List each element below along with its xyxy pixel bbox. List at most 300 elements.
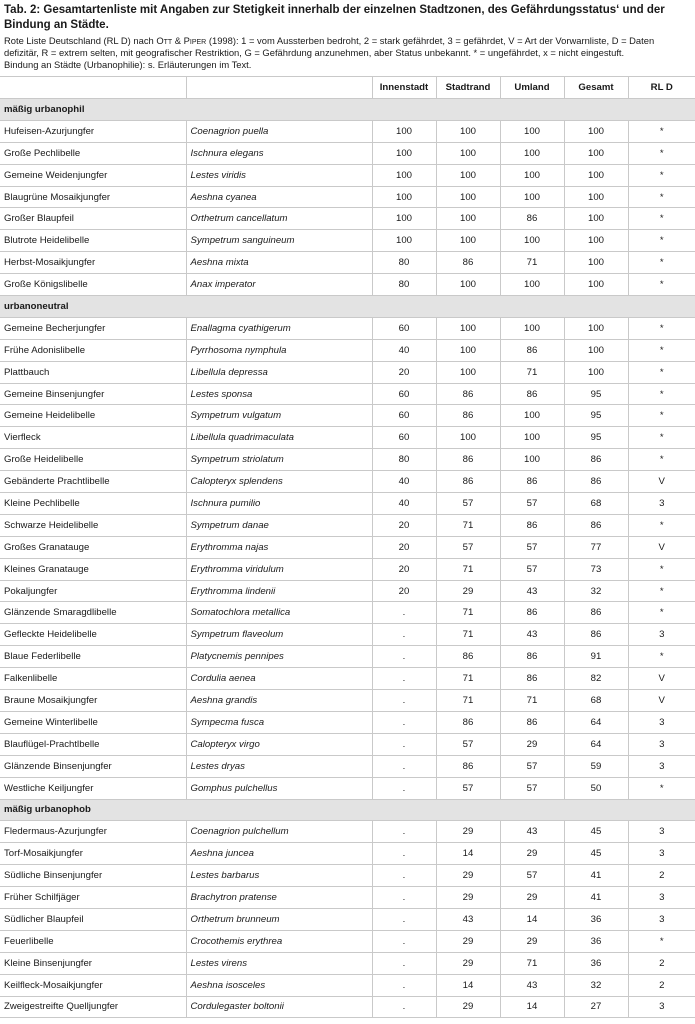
cell-rl-d: 3 xyxy=(628,821,695,843)
cell-stadtrand: 57 xyxy=(436,777,500,799)
species-german-name: Vierfleck xyxy=(0,427,186,449)
cell-gesamt: 41 xyxy=(564,887,628,909)
species-latin-name: Ischnura elegans xyxy=(186,142,372,164)
table-row xyxy=(0,690,695,712)
cell-rl-d: V xyxy=(628,690,695,712)
table-row xyxy=(0,164,695,186)
cell-rl-d: * xyxy=(628,602,695,624)
species-german-name: Südliche Binsenjungfer xyxy=(0,865,186,887)
cell-umland: 57 xyxy=(500,558,564,580)
species-latin-name: Erythromma viridulum xyxy=(186,558,372,580)
cell-umland: 100 xyxy=(500,120,564,142)
cell-rl-d: * xyxy=(628,514,695,536)
cell-innenstadt: . xyxy=(372,624,436,646)
cell-innenstadt: . xyxy=(372,755,436,777)
cell-innenstadt: . xyxy=(372,974,436,996)
species-german-name: Glänzende Binsenjungfer xyxy=(0,755,186,777)
species-german-name: Pokaljungfer xyxy=(0,580,186,602)
species-latin-name: Pyrrhosoma nymphula xyxy=(186,339,372,361)
species-german-name: Gemeine Heidelibelle xyxy=(0,405,186,427)
species-latin-name: Lestes dryas xyxy=(186,755,372,777)
cell-rl-d: 3 xyxy=(628,843,695,865)
species-latin-name: Erythromma lindenii xyxy=(186,580,372,602)
cell-stadtrand: 71 xyxy=(436,602,500,624)
table-row xyxy=(0,514,695,536)
cell-gesamt: 45 xyxy=(564,821,628,843)
cell-innenstadt: 20 xyxy=(372,514,436,536)
cell-stadtrand: 71 xyxy=(436,514,500,536)
cell-umland: 100 xyxy=(500,405,564,427)
table-header-row xyxy=(0,77,695,99)
species-latin-name: Coenagrion puella xyxy=(186,120,372,142)
cell-innenstadt: 20 xyxy=(372,580,436,602)
cell-umland: 57 xyxy=(500,777,564,799)
cell-rl-d: 3 xyxy=(628,887,695,909)
species-german-name: Frühe Adonislibelle xyxy=(0,339,186,361)
cell-umland: 14 xyxy=(500,908,564,930)
cell-rl-d: * xyxy=(628,427,695,449)
cell-gesamt: 91 xyxy=(564,646,628,668)
cell-gesamt: 100 xyxy=(564,230,628,252)
cell-stadtrand: 29 xyxy=(436,887,500,909)
species-latin-name: Aeshna grandis xyxy=(186,690,372,712)
species-german-name: Herbst-Mosaikjungfer xyxy=(0,252,186,274)
cell-gesamt: 95 xyxy=(564,405,628,427)
species-german-name: Plattbauch xyxy=(0,361,186,383)
header-rl-d: RL D xyxy=(628,77,695,99)
table-row xyxy=(0,339,695,361)
cell-stadtrand: 71 xyxy=(436,690,500,712)
cell-stadtrand: 57 xyxy=(436,536,500,558)
cell-gesamt: 32 xyxy=(564,580,628,602)
species-latin-name: Orthetrum cancellatum xyxy=(186,208,372,230)
species-german-name: Zweigestreifte Quelljungfer xyxy=(0,996,186,1018)
cell-rl-d: * xyxy=(628,449,695,471)
species-german-name: Südlicher Blaupfeil xyxy=(0,908,186,930)
cell-innenstadt: 100 xyxy=(372,208,436,230)
table-row xyxy=(0,558,695,580)
table-legend xyxy=(4,35,691,72)
table-row xyxy=(0,887,695,909)
species-german-name: Blauflügel-Prachtlbelle xyxy=(0,733,186,755)
cell-umland: 14 xyxy=(500,996,564,1018)
species-latin-name: Sympetrum striolatum xyxy=(186,449,372,471)
cell-stadtrand: 71 xyxy=(436,558,500,580)
cell-stadtrand: 43 xyxy=(436,908,500,930)
cell-stadtrand: 86 xyxy=(436,252,500,274)
species-latin-name: Calopteryx virgo xyxy=(186,733,372,755)
cell-umland: 71 xyxy=(500,252,564,274)
cell-gesamt: 36 xyxy=(564,930,628,952)
cell-gesamt: 100 xyxy=(564,120,628,142)
cell-rl-d: * xyxy=(628,120,695,142)
species-german-name: Hufeisen-Azurjungfer xyxy=(0,120,186,142)
cell-gesamt: 64 xyxy=(564,733,628,755)
species-german-name: Kleines Granatauge xyxy=(0,558,186,580)
table-row xyxy=(0,843,695,865)
species-latin-name: Aeshna mixta xyxy=(186,252,372,274)
cell-rl-d: * xyxy=(628,361,695,383)
species-latin-name: Anax imperator xyxy=(186,274,372,296)
table-row xyxy=(0,646,695,668)
table-row xyxy=(0,908,695,930)
cell-rl-d: * xyxy=(628,274,695,296)
cell-gesamt: 100 xyxy=(564,252,628,274)
cell-stadtrand: 86 xyxy=(436,711,500,733)
species-german-name: Blaue Federlibelle xyxy=(0,646,186,668)
cell-umland: 57 xyxy=(500,865,564,887)
cell-innenstadt: 100 xyxy=(372,142,436,164)
legend-urbanophilie-note: Bindung an Städte (Urbanophilie): s. Erläuterungen im Text. xyxy=(4,59,252,71)
species-latin-name: Calopteryx splendens xyxy=(186,471,372,493)
species-german-name: Westliche Keiljungfer xyxy=(0,777,186,799)
cell-innenstadt: 100 xyxy=(372,164,436,186)
species-latin-name: Aeshna cyanea xyxy=(186,186,372,208)
cell-innenstadt: . xyxy=(372,821,436,843)
cell-gesamt: 100 xyxy=(564,186,628,208)
species-latin-name: Crocothemis erythrea xyxy=(186,930,372,952)
cell-umland: 86 xyxy=(500,208,564,230)
cell-rl-d: * xyxy=(628,930,695,952)
cell-gesamt: 86 xyxy=(564,471,628,493)
table-row xyxy=(0,208,695,230)
cell-innenstadt: . xyxy=(372,887,436,909)
cell-stadtrand: 100 xyxy=(436,339,500,361)
cell-gesamt: 100 xyxy=(564,208,628,230)
table-row xyxy=(0,668,695,690)
cell-umland: 86 xyxy=(500,471,564,493)
cell-innenstadt: . xyxy=(372,952,436,974)
table-row xyxy=(0,755,695,777)
cell-rl-d: 3 xyxy=(628,733,695,755)
cell-umland: 57 xyxy=(500,536,564,558)
cell-gesamt: 100 xyxy=(564,361,628,383)
table-row xyxy=(0,230,695,252)
table-row xyxy=(0,930,695,952)
cell-stadtrand: 86 xyxy=(436,405,500,427)
cell-stadtrand: 100 xyxy=(436,427,500,449)
table-row xyxy=(0,471,695,493)
cell-rl-d: V xyxy=(628,536,695,558)
cell-stadtrand: 100 xyxy=(436,208,500,230)
cell-innenstadt: 100 xyxy=(372,230,436,252)
cell-gesamt: 100 xyxy=(564,142,628,164)
cell-gesamt: 36 xyxy=(564,908,628,930)
header-innenstadt: Innenstadt xyxy=(372,77,436,99)
species-latin-name: Libellula quadrimaculata xyxy=(186,427,372,449)
table-row xyxy=(0,383,695,405)
header-gesamt: Gesamt xyxy=(564,77,628,99)
cell-gesamt: 86 xyxy=(564,514,628,536)
cell-stadtrand: 14 xyxy=(436,974,500,996)
table-row xyxy=(0,405,695,427)
cell-gesamt: 64 xyxy=(564,711,628,733)
cell-gesamt: 50 xyxy=(564,777,628,799)
cell-umland: 57 xyxy=(500,493,564,515)
cell-gesamt: 36 xyxy=(564,952,628,974)
cell-stadtrand: 100 xyxy=(436,230,500,252)
cell-innenstadt: . xyxy=(372,711,436,733)
cell-umland: 57 xyxy=(500,755,564,777)
cell-umland: 86 xyxy=(500,711,564,733)
cell-umland: 86 xyxy=(500,383,564,405)
cell-rl-d: 3 xyxy=(628,493,695,515)
cell-innenstadt: . xyxy=(372,646,436,668)
section-title: mäßig urbanophil xyxy=(0,99,695,121)
species-german-name: Große Heidelibelle xyxy=(0,449,186,471)
cell-stadtrand: 100 xyxy=(436,164,500,186)
species-latin-name: Erythromma najas xyxy=(186,536,372,558)
species-latin-name: Sympetrum danae xyxy=(186,514,372,536)
table-row xyxy=(0,449,695,471)
cell-stadtrand: 57 xyxy=(436,493,500,515)
cell-innenstadt: 40 xyxy=(372,339,436,361)
cell-stadtrand: 100 xyxy=(436,274,500,296)
species-latin-name: Libellula depressa xyxy=(186,361,372,383)
cell-stadtrand: 29 xyxy=(436,821,500,843)
cell-innenstadt: . xyxy=(372,690,436,712)
cell-stadtrand: 86 xyxy=(436,471,500,493)
section-title: urbanoneutral xyxy=(0,296,695,318)
table-row xyxy=(0,427,695,449)
cell-umland: 71 xyxy=(500,361,564,383)
cell-gesamt: 100 xyxy=(564,164,628,186)
cell-stadtrand: 100 xyxy=(436,317,500,339)
species-latin-name: Aeshna juncea xyxy=(186,843,372,865)
table-row xyxy=(0,974,695,996)
table-row xyxy=(0,865,695,887)
cell-gesamt: 95 xyxy=(564,383,628,405)
table-row xyxy=(0,274,695,296)
species-german-name: Gemeine Binsenjungfer xyxy=(0,383,186,405)
cell-rl-d: * xyxy=(628,580,695,602)
cell-gesamt: 86 xyxy=(564,624,628,646)
species-german-name: Großer Blaupfeil xyxy=(0,208,186,230)
cell-innenstadt: . xyxy=(372,930,436,952)
cell-innenstadt: 100 xyxy=(372,120,436,142)
header-stadtrand: Stadtrand xyxy=(436,77,500,99)
section-title: mäßig urbanophob xyxy=(0,799,695,821)
cell-umland: 100 xyxy=(500,142,564,164)
cell-rl-d: 3 xyxy=(628,908,695,930)
table-row xyxy=(0,624,695,646)
cell-innenstadt: 20 xyxy=(372,536,436,558)
species-german-name: Blaugrüne Mosaikjungfer xyxy=(0,186,186,208)
species-german-name: Großes Granatauge xyxy=(0,536,186,558)
legend-text-start: Rote Liste Deutschland (RL D) nach xyxy=(4,35,157,46)
cell-gesamt: 59 xyxy=(564,755,628,777)
cell-stadtrand: 57 xyxy=(436,733,500,755)
cell-stadtrand: 29 xyxy=(436,996,500,1018)
cell-stadtrand: 29 xyxy=(436,930,500,952)
legend-text-rest: (1998): 1 = vom Aussterben bedroht, 2 = stark gefährdet, 3 = gefährdet, V = Art der Vorwarnliste, D = Daten defizitär, R = extrem selten, mit geografischer Restriktion, G = Gefährdung anzunehmen, aber Status unbekannt. * = ungefährdet, x = nicht eingestuft. xyxy=(4,35,655,59)
cell-innenstadt: 40 xyxy=(372,493,436,515)
cell-gesamt: 100 xyxy=(564,274,628,296)
species-german-name: Kleine Pechlibelle xyxy=(0,493,186,515)
cell-umland: 100 xyxy=(500,449,564,471)
species-german-name: Früher Schilfjäger xyxy=(0,887,186,909)
species-latin-name: Lestes barbarus xyxy=(186,865,372,887)
cell-rl-d: * xyxy=(628,317,695,339)
species-latin-name: Sympetrum flaveolum xyxy=(186,624,372,646)
cell-rl-d: * xyxy=(628,646,695,668)
cell-stadtrand: 29 xyxy=(436,580,500,602)
species-german-name: Falkenlibelle xyxy=(0,668,186,690)
section-row xyxy=(0,799,695,821)
species-german-name: Schwarze Heidelibelle xyxy=(0,514,186,536)
species-latin-name: Lestes virens xyxy=(186,952,372,974)
species-latin-name: Coenagrion pulchellum xyxy=(186,821,372,843)
table-row xyxy=(0,536,695,558)
cell-stadtrand: 100 xyxy=(436,142,500,164)
species-german-name: Gemeine Weidenjungfer xyxy=(0,164,186,186)
table-row xyxy=(0,733,695,755)
cell-gesamt: 41 xyxy=(564,865,628,887)
cell-innenstadt: 80 xyxy=(372,449,436,471)
cell-umland: 86 xyxy=(500,668,564,690)
cell-gesamt: 95 xyxy=(564,427,628,449)
cell-rl-d: 2 xyxy=(628,865,695,887)
cell-rl-d: * xyxy=(628,142,695,164)
species-german-name: Fledermaus-Azurjungfer xyxy=(0,821,186,843)
cell-gesamt: 77 xyxy=(564,536,628,558)
cell-umland: 86 xyxy=(500,514,564,536)
cell-stadtrand: 100 xyxy=(436,361,500,383)
cell-umland: 86 xyxy=(500,646,564,668)
cell-innenstadt: 80 xyxy=(372,252,436,274)
species-german-name: Große Königslibelle xyxy=(0,274,186,296)
cell-gesamt: 45 xyxy=(564,843,628,865)
cell-innenstadt: 60 xyxy=(372,427,436,449)
species-latin-name: Orthetrum brunneum xyxy=(186,908,372,930)
cell-innenstadt: . xyxy=(372,865,436,887)
cell-rl-d: 3 xyxy=(628,996,695,1018)
cell-gesamt: 68 xyxy=(564,690,628,712)
cell-umland: 43 xyxy=(500,821,564,843)
cell-rl-d: 3 xyxy=(628,624,695,646)
cell-stadtrand: 86 xyxy=(436,383,500,405)
cell-rl-d: V xyxy=(628,471,695,493)
cell-rl-d: 2 xyxy=(628,952,695,974)
cell-gesamt: 100 xyxy=(564,317,628,339)
cell-rl-d: * xyxy=(628,405,695,427)
cell-gesamt: 32 xyxy=(564,974,628,996)
cell-innenstadt: . xyxy=(372,843,436,865)
cell-rl-d: * xyxy=(628,164,695,186)
table-row xyxy=(0,186,695,208)
cell-innenstadt: 100 xyxy=(372,186,436,208)
cell-umland: 100 xyxy=(500,230,564,252)
table-row xyxy=(0,580,695,602)
cell-umland: 43 xyxy=(500,624,564,646)
cell-umland: 86 xyxy=(500,339,564,361)
species-table xyxy=(0,76,695,1018)
species-german-name: Keilfleck-Mosaikjungfer xyxy=(0,974,186,996)
cell-umland: 29 xyxy=(500,930,564,952)
cell-umland: 43 xyxy=(500,974,564,996)
cell-umland: 29 xyxy=(500,843,564,865)
table-row xyxy=(0,996,695,1018)
species-german-name: Große Pechlibelle xyxy=(0,142,186,164)
cell-innenstadt: . xyxy=(372,996,436,1018)
cell-rl-d: * xyxy=(628,383,695,405)
table-row xyxy=(0,361,695,383)
cell-innenstadt: 20 xyxy=(372,558,436,580)
cell-innenstadt: 60 xyxy=(372,317,436,339)
cell-umland: 29 xyxy=(500,887,564,909)
header-cell xyxy=(0,77,186,99)
cell-gesamt: 86 xyxy=(564,602,628,624)
species-latin-name: Enallagma cyathigerum xyxy=(186,317,372,339)
cell-innenstadt: 60 xyxy=(372,405,436,427)
cell-umland: 100 xyxy=(500,427,564,449)
species-german-name: Glänzende Smaragdlibelle xyxy=(0,602,186,624)
cell-stadtrand: 29 xyxy=(436,865,500,887)
table-caption xyxy=(0,0,695,72)
cell-umland: 43 xyxy=(500,580,564,602)
cell-gesamt: 68 xyxy=(564,493,628,515)
table-row xyxy=(0,711,695,733)
cell-innenstadt: . xyxy=(372,777,436,799)
cell-rl-d: * xyxy=(628,208,695,230)
cell-umland: 100 xyxy=(500,274,564,296)
species-latin-name: Brachytron pratense xyxy=(186,887,372,909)
table-row xyxy=(0,493,695,515)
cell-gesamt: 82 xyxy=(564,668,628,690)
table-row xyxy=(0,142,695,164)
table-body xyxy=(0,99,695,1018)
cell-rl-d: * xyxy=(628,230,695,252)
cell-umland: 100 xyxy=(500,164,564,186)
cell-gesamt: 27 xyxy=(564,996,628,1018)
species-german-name: Torf-Mosaikjungfer xyxy=(0,843,186,865)
species-latin-name: Somatochlora metallica xyxy=(186,602,372,624)
cell-innenstadt: 20 xyxy=(372,361,436,383)
cell-rl-d: 3 xyxy=(628,711,695,733)
cell-stadtrand: 100 xyxy=(436,120,500,142)
species-latin-name: Aeshna isosceles xyxy=(186,974,372,996)
species-latin-name: Gomphus pulchellus xyxy=(186,777,372,799)
species-latin-name: Cordulia aenea xyxy=(186,668,372,690)
species-latin-name: Sympetrum sanguineum xyxy=(186,230,372,252)
species-latin-name: Cordulegaster boltonii xyxy=(186,996,372,1018)
cell-innenstadt: . xyxy=(372,602,436,624)
table-row xyxy=(0,821,695,843)
cell-innenstadt: 60 xyxy=(372,383,436,405)
species-latin-name: Sympecma fusca xyxy=(186,711,372,733)
legend-authors: Ott & Piper xyxy=(156,35,207,46)
cell-rl-d: 2 xyxy=(628,974,695,996)
cell-gesamt: 73 xyxy=(564,558,628,580)
species-latin-name: Lestes viridis xyxy=(186,164,372,186)
species-german-name: Kleine Binsenjungfer xyxy=(0,952,186,974)
cell-rl-d: * xyxy=(628,252,695,274)
header-umland: Umland xyxy=(500,77,564,99)
cell-rl-d: 3 xyxy=(628,755,695,777)
cell-umland: 71 xyxy=(500,952,564,974)
table-row xyxy=(0,602,695,624)
cell-rl-d: * xyxy=(628,777,695,799)
cell-stadtrand: 100 xyxy=(436,186,500,208)
cell-gesamt: 86 xyxy=(564,449,628,471)
table-row xyxy=(0,252,695,274)
cell-stadtrand: 86 xyxy=(436,755,500,777)
cell-umland: 100 xyxy=(500,317,564,339)
species-german-name: Gemeine Winterlibelle xyxy=(0,711,186,733)
cell-umland: 29 xyxy=(500,733,564,755)
cell-innenstadt: . xyxy=(372,668,436,690)
species-latin-name: Sympetrum vulgatum xyxy=(186,405,372,427)
